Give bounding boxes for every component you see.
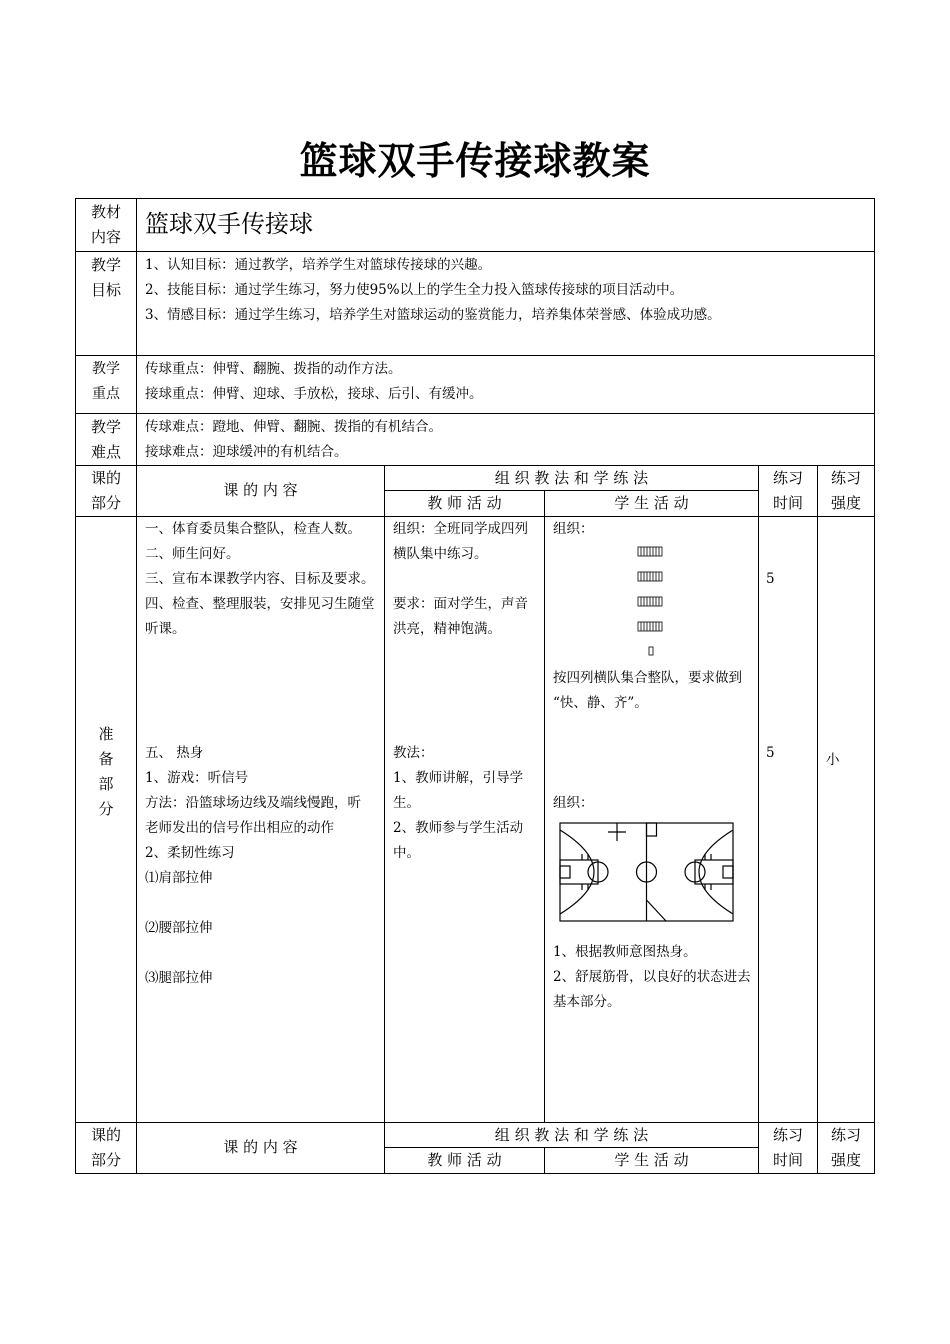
prep-student-org1: 组织：: [553, 521, 594, 537]
prep-content-b: 五、 热身 1、游戏：听信号 方法：沿篮球场边线及端线慢跑，听 老师发出的信号作出相应的动作 2、柔韧性练习 ⑴肩部拉伸 ⑵腰部拉伸 ⑶腿部拉伸: [145, 745, 361, 986]
material-content: 篮球双手传接球: [145, 210, 313, 238]
goal-lines: 1、认知目标：通过教学，培养学生对篮球传接球的兴趣。 2、技能目标：通过学生练习，努力使95%以上的学生全力投入篮球传接球的项目活动中。 3、情感目标：通过学生练习，培养学生对篮球运动的鉴赏能力，培养集体荣誉感、体验成功感。: [145, 257, 721, 323]
prep-student-org2: 组织：: [553, 795, 594, 811]
prep-intensity: 小: [826, 752, 840, 768]
prep-student-b: 1、根据教师意图热身。 2、舒展筋骨，以良好的状态进去 基本部分。: [553, 944, 751, 1010]
footer-header-part: 课的 部分: [90, 1126, 121, 1169]
footer-header-intensity: 练习 强度: [830, 1126, 861, 1169]
material-label: 教材 内容: [90, 203, 121, 246]
page-title: 篮球双手传接球教案: [299, 139, 651, 183]
formation-diagram: [630, 543, 670, 658]
prep-teacher-b: 教法： 1、教师讲解，引导学 生。 2、教师参与学生活动 中。: [393, 745, 524, 861]
header-part: 课的 部分: [90, 469, 121, 512]
difficulty-label: 教学 难点: [90, 418, 121, 461]
footer-header-time: 练习 时间: [772, 1126, 803, 1169]
prep-student-a: 按四列横队集合整队，要求做到 “快、静、齐”。: [553, 670, 742, 711]
prep-time-a: 5: [766, 571, 775, 587]
prep-time-b: 5: [766, 745, 775, 761]
footer-header-student: 学 生 活 动: [614, 1151, 689, 1169]
basketball-court-diagram: [558, 820, 736, 924]
header-content: 课 的 内 容: [223, 481, 298, 499]
footer-header-org: 组 织 教 法 和 学 练 法: [494, 1126, 649, 1144]
key-label: 教学 重点: [92, 361, 120, 402]
footer-header-teacher: 教 师 活 动: [427, 1151, 502, 1169]
prep-content-a: 一、体育委员集合整队，检查人数。 二、师生问好。 三、宣布本课教学内容、目标及要求。 四、检查、整理服装，安排见习生随堂 听课。: [145, 521, 375, 637]
prep-part-label: 准 备 部 分: [98, 725, 114, 818]
goal-label: 教学 目标: [90, 256, 121, 299]
difficulty-lines: 传球难点：蹬地、伸臂、翻腕、拨指的有机结合。 接球难点：迎球缓冲的有机结合。: [145, 419, 442, 460]
header-org: 组 织 教 法 和 学 练 法: [494, 469, 649, 487]
header-student: 学 生 活 动: [614, 494, 689, 512]
key-lines: 传球重点：伸臂、翻腕、拨指的动作方法。 接球重点：伸臂、迎球、手放松，接球、后引、有缓冲。: [145, 361, 483, 402]
header-intensity: 练习 强度: [830, 469, 861, 512]
header-time: 练习 时间: [772, 469, 803, 512]
prep-teacher-a: 组织：全班同学成四列 横队集中练习。 要求：面对学生，声音 洪亮，精神饱满。: [393, 521, 528, 637]
header-teacher: 教 师 活 动: [427, 494, 502, 512]
footer-header-content: 课 的 内 容: [223, 1138, 298, 1156]
